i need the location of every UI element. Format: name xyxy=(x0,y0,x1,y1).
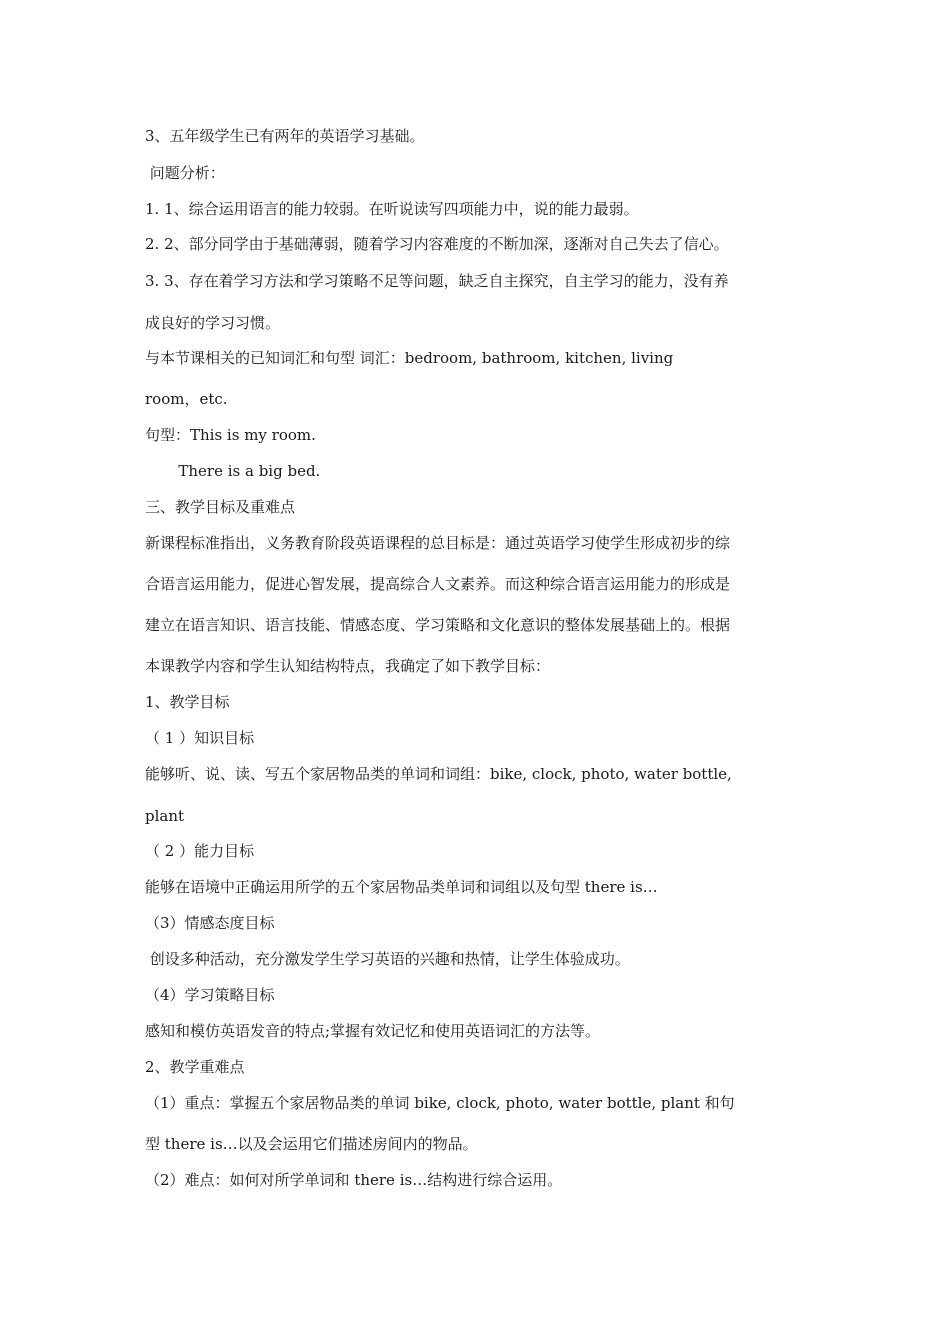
text-line: 型 there is…以及会运用它们描述房间内的物品。 xyxy=(145,1135,478,1153)
text-line: （2）难点：如何对所学单词和 there is…结构进行综合运用。 xyxy=(145,1171,563,1189)
text-line: 3. 3、存在着学习方法和学习策略不足等问题，缺乏自主探究，自主学习的能力，没有养 xyxy=(145,272,729,290)
text-line: 合语言运用能力，促进心智发展，提高综合人文素养。而这种综合语言运用能力的形成是 xyxy=(145,575,731,593)
text-line: 问题分析： xyxy=(145,164,225,182)
text-line: （ 2 ）能力目标 xyxy=(145,842,255,860)
text-line: 3、五年级学生已有两年的英语学习基础。 xyxy=(145,127,425,145)
text-line: （3）情感态度目标 xyxy=(145,914,275,932)
text-line: 1. 1、综合运用语言的能力较弱。在听说读写四项能力中，说的能力最弱。 xyxy=(145,200,639,218)
text-line: 感知和模仿英语发音的特点;掌握有效记忆和使用英语词汇的方法等。 xyxy=(145,1022,601,1040)
text-line: 与本节课相关的已知词汇和句型 词汇：bedroom, bathroom, kitchen, living xyxy=(145,349,674,367)
section-heading: 三、教学目标及重难点 xyxy=(145,498,296,516)
text-line: 2. 2、部分同学由于基础薄弱，随着学习内容难度的不断加深，逐渐对自己失去了信心。 xyxy=(145,235,729,253)
text-line: 新课程标准指出，义务教育阶段英语课程的总目标是：通过英语学习使学生形成初步的综 xyxy=(145,534,731,552)
text-line: 2、教学重难点 xyxy=(145,1058,245,1076)
text-line: 1、教学目标 xyxy=(145,693,230,711)
text-line: 能够在语境中正确运用所学的五个家居物品类单词和词组以及句型 there is… xyxy=(145,878,658,896)
text-line: 句型：This is my room. xyxy=(145,426,316,444)
text-line: There is a big bed. xyxy=(145,462,321,480)
text-line: （4）学习策略目标 xyxy=(145,986,275,1004)
text-line: plant xyxy=(145,807,185,825)
text-line: 成良好的学习习惯。 xyxy=(145,314,281,332)
text-line: room，etc. xyxy=(145,390,228,408)
text-line: （ 1 ）知识目标 xyxy=(145,729,255,747)
text-line: （1）重点：掌握五个家居物品类的单词 bike, clock, photo, water bottle, plant 和句 xyxy=(145,1094,735,1112)
text-line: 本课教学内容和学生认知结构特点，我确定了如下教学目标： xyxy=(145,657,551,675)
text-line: 能够听、说、读、写五个家居物品类的单词和词组：bike, clock, photo, water bottle, xyxy=(145,765,732,783)
text-line: 建立在语言知识、语言技能、情感态度、学习策略和文化意识的整体发展基础上的。根据 xyxy=(145,616,731,634)
text-line: 创设多种活动，充分激发学生学习英语的兴趣和热情，让学生体验成功。 xyxy=(145,950,630,968)
